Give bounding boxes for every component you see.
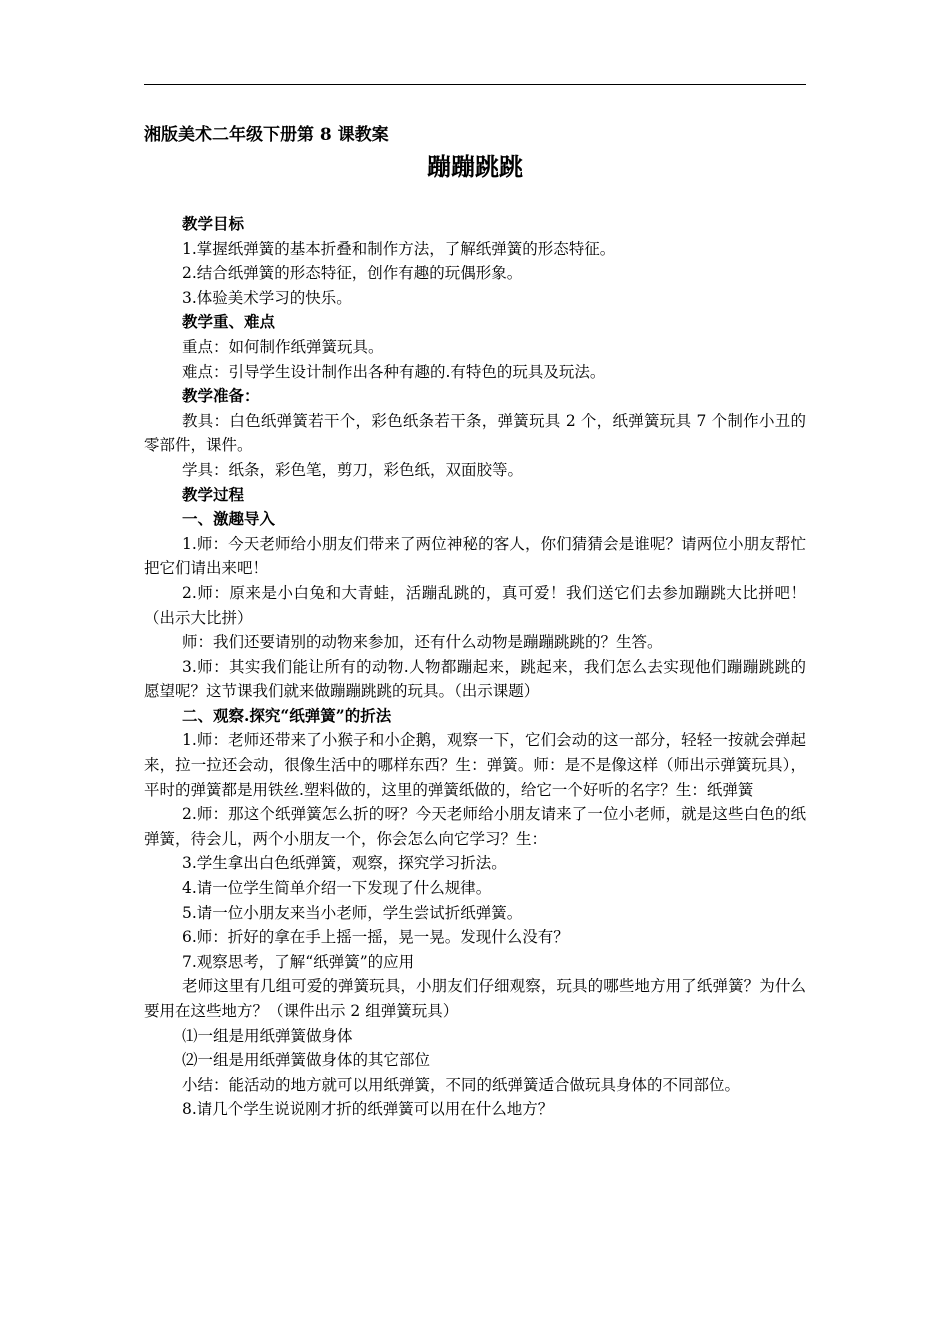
lesson-title: 蹦蹦跳跳 xyxy=(427,152,523,181)
paragraph: 6.师：折好的拿在手上摇一摇，晃一晃。发现什么没有？ xyxy=(182,928,569,947)
section-heading: 教学过程 xyxy=(182,484,245,504)
paragraph: 1.师：今天老师给小朋友们带来了两位神秘的客人，你们猜猜会是谁呢？请两位小朋友帮忙把它们请出来吧！ xyxy=(144,534,806,578)
section-heading: 教学准备： xyxy=(182,386,260,406)
paragraph: 3.学生拿出白色纸弹簧，观察，探究学习折法。 xyxy=(182,854,507,873)
section-heading: 教学目标 xyxy=(182,214,245,233)
header-rule xyxy=(144,84,806,85)
paragraph: 重点：如何制作纸弹簧玩具。 xyxy=(182,337,384,356)
paragraph: 2.结合纸弹簧的形态特征，创作有趣的玩偶形象。 xyxy=(182,264,523,283)
paragraph: 小结：能活动的地方就可以用纸弹簧，不同的纸弹簧适合做玩具身体的不同部位。 xyxy=(182,1075,741,1094)
document-body xyxy=(144,120,806,1122)
paragraph: 难点：引导学生设计制作出各种有趣的.有特色的玩具及玩法。 xyxy=(182,362,606,381)
paragraph: 4.请一位学生简单介绍一下发现了什么规律。 xyxy=(182,879,492,898)
paragraph: 3.体验美术学习的快乐。 xyxy=(182,288,352,307)
paragraph: ⑵一组是用纸弹簧做身体的其它部位 xyxy=(182,1051,431,1070)
section-heading: 二、观察.探究“纸弹簧”的折法 xyxy=(182,705,392,725)
paragraph: 老师这里有几组可爱的弹簧玩具，小朋友们仔细观察，玩具的哪些地方用了纸弹簧？为什么要用在这些地方？（课件出示 2 组弹簧玩具） xyxy=(144,977,806,1020)
paragraph: 教具：白色纸弹簧若干个，彩色纸条若干条，弹簧玩具 2 个，纸弹簧玩具 7 个制作小丑的零部件，课件。 xyxy=(144,411,806,455)
lesson-subtitle: 湘版美术二年级下册第 8 课教案 xyxy=(144,125,389,145)
paragraph: 1.师：老师还带来了小猴子和小企鹅，观察一下，它们会动的这一部分，轻轻一按就会弹起来，拉一拉还会动，很像生活中的哪样东西？生：弹簧。师：是不是像这样（师出示弹簧玩具），平时的弹簧都是用铁丝.塑料做的，这里的弹簧纸做的，给它一个好听的名字？生：纸弹簧 xyxy=(144,731,806,799)
paragraph: 2.师：原来是小白兔和大青蛙，活蹦乱跳的，真可爱！我们送它们去参加蹦跳大比拼吧！（出示大比拼） xyxy=(144,583,806,627)
lesson-content xyxy=(144,212,806,1122)
section-heading: 一、激趣导入 xyxy=(182,509,276,529)
section-heading: 教学重、难点 xyxy=(182,312,276,332)
paragraph: 3.师：其实我们能让所有的动物.人物都蹦起来，跳起来，我们怎么去实现他们蹦蹦跳跳的愿望呢？这节课我们就来做蹦蹦跳跳的玩具。（出示课题） xyxy=(144,657,806,701)
paragraph: 师：我们还要请别的动物来参加，还有什么动物是蹦蹦跳跳的？生答。 xyxy=(182,633,663,652)
paragraph: 5.请一位小朋友来当小老师，学生尝试折纸弹簧。 xyxy=(182,903,523,922)
paragraph: 学具：纸条，彩色笔，剪刀，彩色纸，双面胶等。 xyxy=(182,460,524,479)
paragraph: 7.观察思考，了解“纸弹簧”的应用 xyxy=(182,952,415,971)
paragraph: 1.掌握纸弹簧的基本折叠和制作方法，了解纸弹簧的形态特征。 xyxy=(182,239,616,258)
paragraph: 2.师：那这个纸弹簧怎么折的呀？今天老师给小朋友请来了一位小老师，就是这些白色的纸弹簧，待会儿，两个小朋友一个，你会怎么向它学习？生： xyxy=(144,805,806,848)
paragraph: 8.请几个学生说说刚才折的纸弹簧可以用在什么地方？ xyxy=(182,1100,554,1119)
paragraph: ⑴一组是用纸弹簧做身体 xyxy=(182,1026,353,1045)
